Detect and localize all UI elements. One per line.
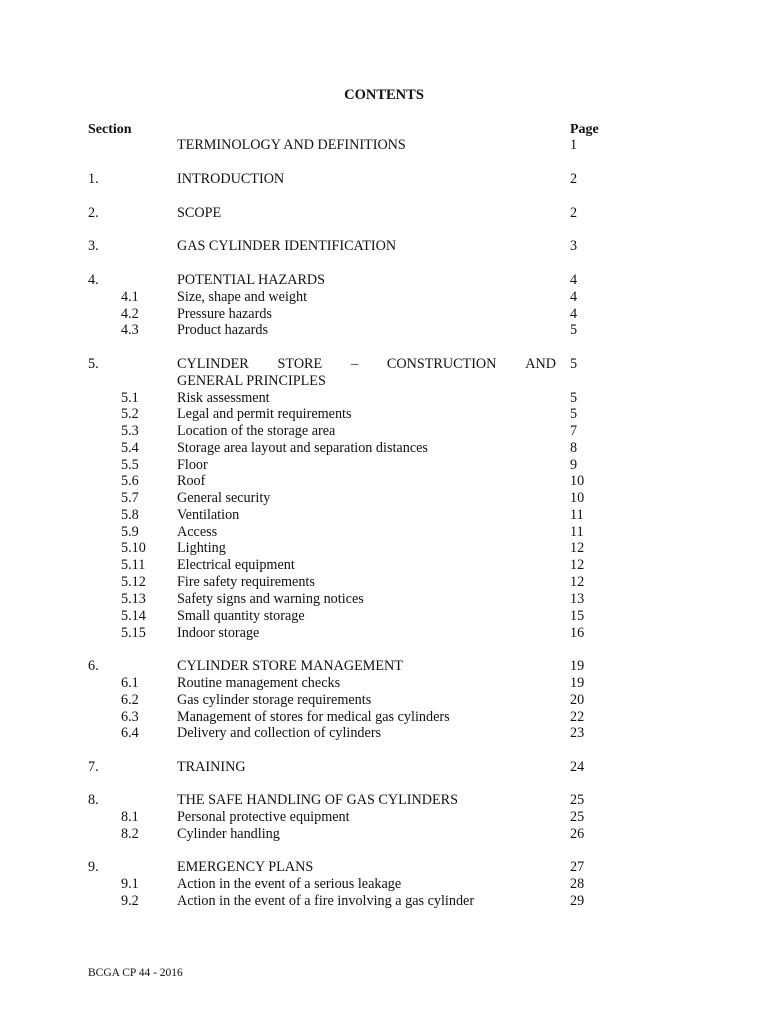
toc-entry-number: 8.2 xyxy=(121,826,139,842)
toc-entry-title: Action in the event of a serious leakage xyxy=(177,876,402,892)
toc-entry-number: 5.8 xyxy=(121,507,139,523)
toc-entry-number: 6.2 xyxy=(121,692,139,708)
toc-entry-number: 9.2 xyxy=(121,893,139,909)
toc-entry-5-7 xyxy=(0,490,768,507)
toc-entry-number: 5.1 xyxy=(121,390,139,406)
toc-entry-number: 5.13 xyxy=(121,591,146,607)
toc-entry-title: Delivery and collection of cylinders xyxy=(177,725,382,741)
toc-entry-4-1 xyxy=(0,289,768,306)
toc-entry-number: 5.6 xyxy=(121,473,139,489)
toc-entry-page: 5 xyxy=(570,390,578,406)
toc-entry-number: 9.1 xyxy=(121,876,139,892)
toc-entry-title: Size, shape and weight xyxy=(177,289,308,305)
toc-entry-6 xyxy=(0,658,768,675)
toc-entry-number: 5.2 xyxy=(121,406,139,422)
toc-entry-page: 29 xyxy=(570,893,585,909)
toc-entry-page: 20 xyxy=(570,692,585,708)
toc-entry-8-2 xyxy=(0,826,768,843)
toc-entry-6-2 xyxy=(0,692,768,709)
toc-entry-page: 23 xyxy=(570,725,585,741)
document-footer: BCGA CP 44 - 2016 xyxy=(88,967,183,979)
toc-entry-page: 13 xyxy=(570,591,585,607)
toc-entry-title: Legal and permit requirements xyxy=(177,406,352,422)
toc-entry-page: 2 xyxy=(570,171,578,187)
toc-entry-title: Ventilation xyxy=(177,507,240,523)
toc-entry-title: Floor xyxy=(177,457,208,473)
toc-entry-5-1 xyxy=(0,390,768,407)
toc-entry-1 xyxy=(0,171,768,188)
toc-entry-title: CYLINDER STORE MANAGEMENT xyxy=(177,658,403,674)
toc-title-word: AND xyxy=(525,356,556,372)
toc-entry-5-3 xyxy=(0,423,768,440)
toc-entry-5-9 xyxy=(0,524,768,541)
toc-entry-page: 28 xyxy=(570,876,585,892)
toc-entry-number: 5.14 xyxy=(121,608,146,624)
toc-entry-number: 5.7 xyxy=(121,490,139,506)
toc-entry-title: Storage area layout and separation distances xyxy=(177,440,428,456)
toc-entry-6-3 xyxy=(0,709,768,726)
toc-entry-title: SCOPE xyxy=(177,205,222,221)
toc-entry-2 xyxy=(0,205,768,222)
toc-entry-page: 22 xyxy=(570,709,585,725)
toc-entry-5-5 xyxy=(0,457,768,474)
page-title: CONTENTS xyxy=(344,87,424,103)
toc-entry-title: POTENTIAL HAZARDS xyxy=(177,272,326,288)
toc-entry-number: 5.5 xyxy=(121,457,139,473)
toc-entry-5 xyxy=(0,356,768,373)
toc-entry-5-14 xyxy=(0,608,768,625)
toc-entry-title: Routine management checks xyxy=(177,675,341,691)
toc-entry-number: 5.12 xyxy=(121,574,146,590)
toc-entry-5-2 xyxy=(0,406,768,423)
toc-entry-page: 25 xyxy=(570,809,585,825)
toc-entry-page: 15 xyxy=(570,608,585,624)
toc-entry-number: 4.3 xyxy=(121,322,139,338)
toc-entry-number: 5.3 xyxy=(121,423,139,439)
toc-entry-page: 26 xyxy=(570,826,585,842)
toc-entry-number: 4.1 xyxy=(121,289,139,305)
toc-entry-title: Indoor storage xyxy=(177,625,260,641)
toc-entry-number: 5.10 xyxy=(121,540,146,556)
toc-entry-page: 12 xyxy=(570,557,585,573)
toc-entry-3 xyxy=(0,238,768,255)
toc-entry-title: Electrical equipment xyxy=(177,557,295,573)
toc-entry-title: EMERGENCY PLANS xyxy=(177,859,314,875)
toc-entry-number: 4. xyxy=(88,272,99,288)
toc-entry-page: 2 xyxy=(570,205,578,221)
toc-entry-title: Lighting xyxy=(177,540,226,556)
toc-entry-title: Safety signs and warning notices xyxy=(177,591,364,607)
toc-title-word: CONSTRUCTION xyxy=(386,356,497,372)
toc-entry-page: 12 xyxy=(570,574,585,590)
toc-entry-page: 5 xyxy=(570,406,578,422)
toc-entry-page: 24 xyxy=(570,759,585,775)
toc-entry-6-4 xyxy=(0,725,768,742)
toc-entry-title: TRAINING xyxy=(177,759,246,775)
toc-entry-page: 4 xyxy=(570,289,578,305)
toc-entry-8 xyxy=(0,792,768,809)
toc-title-word: CYLINDER xyxy=(177,356,249,372)
toc-entry-number: 6.1 xyxy=(121,675,139,691)
toc-entry-9 xyxy=(0,859,768,876)
toc-entry-9-1 xyxy=(0,876,768,893)
toc-entry-page: 27 xyxy=(570,859,585,875)
toc-entry-page: 11 xyxy=(570,507,584,523)
toc-entry-number: 8.1 xyxy=(121,809,139,825)
toc-entry-page: 10 xyxy=(570,473,585,489)
toc-entry-page: 4 xyxy=(570,272,578,288)
toc-entry-page: 9 xyxy=(570,457,578,473)
toc-entry-page: 8 xyxy=(570,440,578,456)
toc-entry-page: 7 xyxy=(570,423,578,439)
toc-entry-title-continuation: GENERAL PRINCIPLES xyxy=(177,373,326,389)
toc-entry-page: 16 xyxy=(570,625,585,641)
toc-entry-page: 12 xyxy=(570,540,585,556)
toc-entry-9-2 xyxy=(0,893,768,910)
toc-entry-title: INTRODUCTION xyxy=(177,171,285,187)
toc-title-word: – xyxy=(350,356,359,372)
toc-entry-title: Roof xyxy=(177,473,206,489)
toc-entry-title: Product hazards xyxy=(177,322,269,338)
toc-entry-page: 3 xyxy=(570,238,578,254)
toc-entry-number: 5.9 xyxy=(121,524,139,540)
toc-entry-5-6 xyxy=(0,473,768,490)
toc-entry-title: Fire safety requirements xyxy=(177,574,315,590)
toc-entry-number: 7. xyxy=(88,759,99,775)
toc-entry-title: TERMINOLOGY AND DEFINITIONS xyxy=(177,137,406,153)
toc-entry-title: Personal protective equipment xyxy=(177,809,350,825)
toc-entry-5-11 xyxy=(0,557,768,574)
toc-entry-number: 5.4 xyxy=(121,440,139,456)
toc-entry-title: Pressure hazards xyxy=(177,306,272,322)
toc-entry-5-12 xyxy=(0,574,768,591)
toc-entry-page: 1 xyxy=(570,137,578,153)
toc-entry-number: 6.4 xyxy=(121,725,139,741)
toc-entry-number: 8. xyxy=(88,792,99,808)
toc-entry-number: 5. xyxy=(88,356,99,372)
toc-entry-page: 19 xyxy=(570,658,585,674)
toc-entry-title: Management of stores for medical gas cylinders xyxy=(177,709,450,725)
toc-entry-terminology xyxy=(0,137,768,154)
toc-entry-number: 9. xyxy=(88,859,99,875)
toc-entry-title: General security xyxy=(177,490,271,506)
toc-entry-title: THE SAFE HANDLING OF GAS CYLINDERS xyxy=(177,792,458,808)
section-column-header: Section xyxy=(88,122,132,137)
toc-title-word: STORE xyxy=(277,356,323,372)
toc-entry-title: Access xyxy=(177,524,218,540)
toc-entry-5-8 xyxy=(0,507,768,524)
toc-entry-5-4 xyxy=(0,440,768,457)
toc-entry-title: Gas cylinder storage requirements xyxy=(177,692,372,708)
toc-entry-6-1 xyxy=(0,675,768,692)
toc-entry-number: 5.15 xyxy=(121,625,146,641)
toc-entry-number: 1. xyxy=(88,171,99,187)
toc-entry-number: 6.3 xyxy=(121,709,139,725)
toc-entry-4-2 xyxy=(0,306,768,323)
toc-entry-page: 19 xyxy=(570,675,585,691)
toc-entry-page: 10 xyxy=(570,490,585,506)
toc-entry-5-10 xyxy=(0,540,768,557)
toc-entry-title: Location of the storage area xyxy=(177,423,336,439)
toc-entry-page: 5 xyxy=(570,356,578,372)
toc-entry-page: 25 xyxy=(570,792,585,808)
toc-entry-title xyxy=(177,356,556,373)
toc-entry-4-3 xyxy=(0,322,768,339)
toc-entry-5-13 xyxy=(0,591,768,608)
toc-entry-number: 5.11 xyxy=(121,557,146,573)
toc-entry-7 xyxy=(0,759,768,776)
toc-entry-title: Cylinder handling xyxy=(177,826,280,842)
toc-entry-title: GAS CYLINDER IDENTIFICATION xyxy=(177,238,397,254)
toc-entry-4 xyxy=(0,272,768,289)
toc-entry-title: Risk assessment xyxy=(177,390,270,406)
toc-entry-number: 2. xyxy=(88,205,99,221)
toc-entry-5-15 xyxy=(0,625,768,642)
toc-entry-number: 3. xyxy=(88,238,99,254)
page-column-header: Page xyxy=(570,122,599,137)
toc-entry-page: 11 xyxy=(570,524,584,540)
toc-entry-title: Action in the event of a fire involving a gas cylinder xyxy=(177,893,475,909)
toc-entry-5-continuation xyxy=(0,373,768,390)
toc-entry-number: 6. xyxy=(88,658,99,674)
toc-entry-page: 5 xyxy=(570,322,578,338)
toc-entry-title: Small quantity storage xyxy=(177,608,305,624)
toc-entry-8-1 xyxy=(0,809,768,826)
toc-entry-page: 4 xyxy=(570,306,578,322)
toc-entry-number: 4.2 xyxy=(121,306,139,322)
